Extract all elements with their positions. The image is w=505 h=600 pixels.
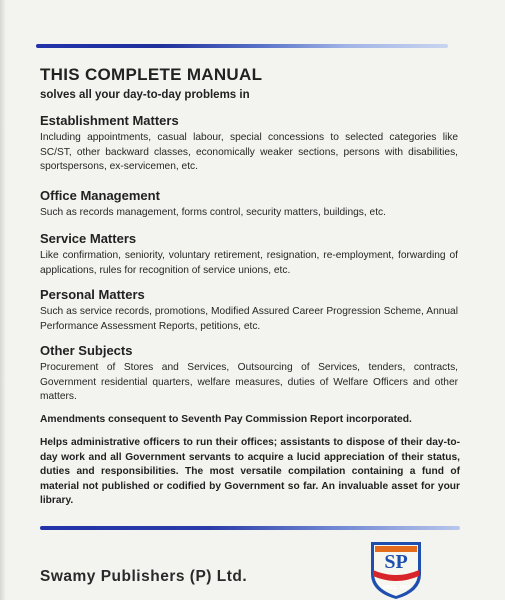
section-heading: Service Matters — [40, 231, 137, 246]
section-establishment-matters — [40, 113, 458, 175]
section-personal-matters — [40, 287, 458, 334]
section-body: Procurement of Stores and Services, Outsourcing of Services, tenders, contracts, Government residential quarters, welfare measures, duties of Welfare Officers and other matters. — [40, 362, 458, 402]
logo-letters: SP — [384, 551, 408, 573]
publisher-name: Swamy Publishers (P) Ltd. — [40, 568, 248, 585]
logo-since-text: SINCE 1963 — [381, 585, 411, 591]
section-body: Like confirmation, seniority, voluntary retirement, resignation, re-employment, forwarding of applications, rules for recognition of service unions, etc. — [40, 250, 458, 276]
top-divider — [36, 44, 448, 48]
section-heading: Personal Matters — [40, 287, 145, 302]
scan-edge — [0, 0, 6, 600]
section-body: Including appointments, casual labour, special concessions to selected categories like SC/ST, other backward classes, economically weaker sections, persons with disabilities, sportspersons, ex-servicemen, etc. — [40, 132, 458, 172]
section-body: Such as service records, promotions, Modified Assured Career Progression Scheme, Annual Performance Assessment Reports, petitions, etc. — [40, 306, 458, 332]
manual-subtitle: solves all your day-to-day problems in — [40, 89, 250, 101]
helps-paragraph: Helps administrative officers to run their offices; assistants to dispose of their day-to-day work and all Government servants to acquire a lucid appreciation of their status, duties and responsibilities. The most versatile compilation containing a fund of material not published or codified by Government so far. An invaluable asset for your library. — [40, 437, 460, 507]
section-heading: Office Management — [40, 188, 160, 203]
section-heading: Other Subjects — [40, 343, 133, 358]
section-service-matters — [40, 231, 458, 278]
publisher-logo-icon — [367, 536, 425, 600]
manual-title: THIS COMPLETE MANUAL — [40, 65, 263, 84]
section-other-subjects — [40, 343, 458, 405]
section-body: Such as records management, forms control, security matters, buildings, etc. — [40, 207, 386, 218]
bottom-divider — [40, 526, 460, 530]
section-office-management — [40, 188, 458, 221]
section-heading: Establishment Matters — [40, 113, 179, 128]
amendment-note: Amendments consequent to Seventh Pay Commission Report incorporated. — [40, 414, 412, 425]
